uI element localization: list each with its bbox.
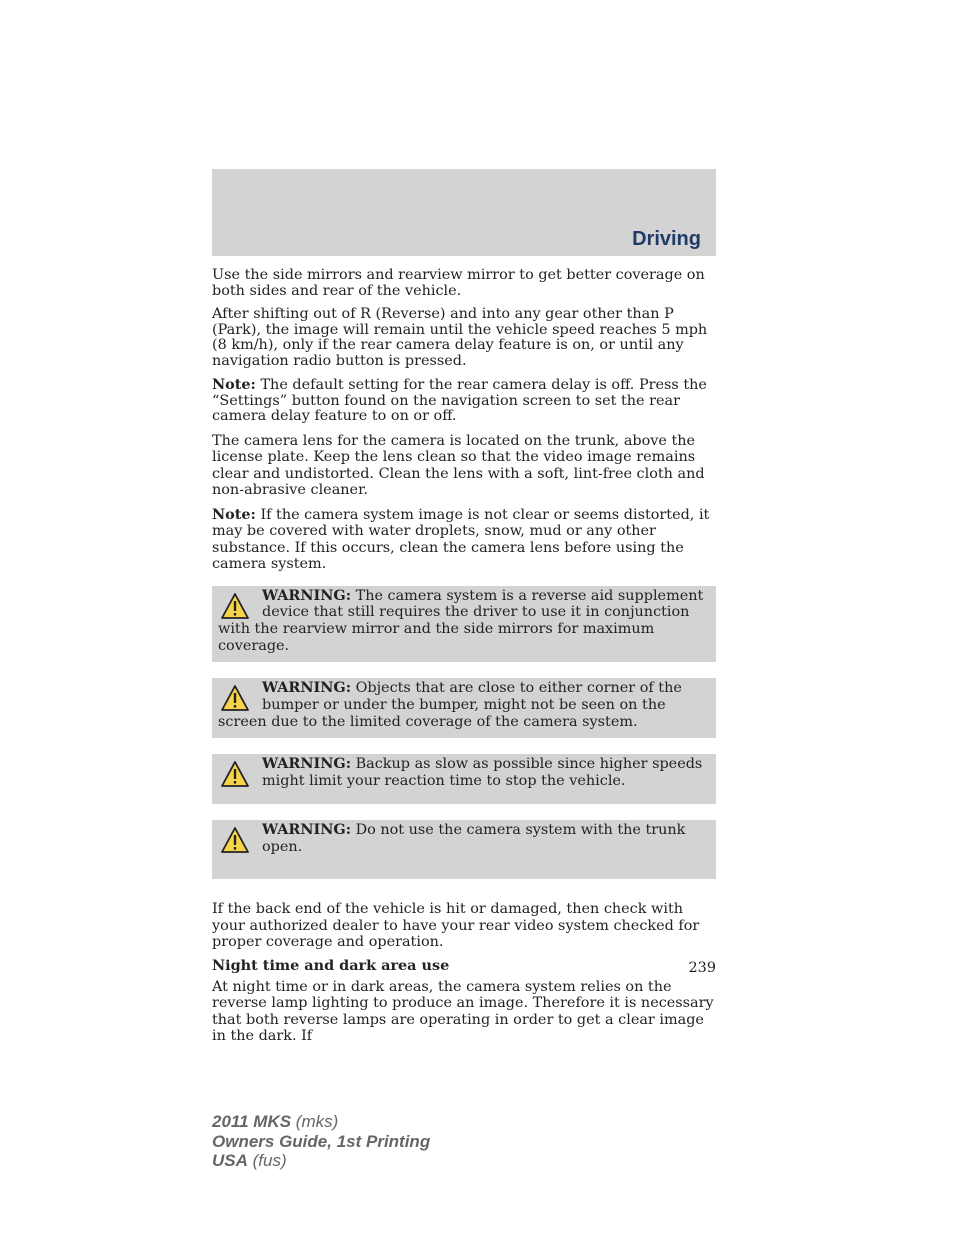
warning-triangle-icon xyxy=(220,826,250,854)
paragraph-shifting: After shifting out of R (Reverse) and into any gear other than P (Park), the image will remain until the vehicle speed reaches 5 mph (8 km/h), only if the rear camera delay feature is on, or until any navigation radio button is pressed. xyxy=(212,306,708,369)
note-text: The default setting for the rear camera delay is off. Press the “Settings” button found on the navigation screen to set the rear camera delay feature to on or off. xyxy=(212,377,707,424)
footer-line-market: USA (fus) xyxy=(212,1151,287,1170)
warning-box xyxy=(212,820,716,879)
warning-text: Objects that are close to either corner of the bumper or under the bumper, might not be seen on the screen due to the limited coverage of the camera system. xyxy=(218,680,682,730)
footer-line-guide: Owners Guide, 1st Printing xyxy=(212,1131,431,1151)
note-label: Note: xyxy=(212,376,256,393)
warning-triangle-icon xyxy=(220,592,250,620)
warning-text: Do not use the camera system with the trunk open. xyxy=(262,821,686,855)
warning-label: WARNING: xyxy=(262,679,352,697)
warning-text: Backup as slow as possible since higher speeds might limit your reaction time to stop the vehicle. xyxy=(262,756,703,790)
note-text: If the camera system image is not clear or seems distorted, it may be covered with water droplets, snow, mud or any other substance. If this occurs, clean the camera lens before using the camera system. xyxy=(212,506,710,572)
warning-box xyxy=(212,754,716,803)
note-camera-image xyxy=(212,507,716,573)
warning-box xyxy=(212,678,716,738)
footer-print-info xyxy=(212,1112,430,1171)
warning-label: WARNING: xyxy=(262,755,352,773)
paragraph-night-time: At night time or in dark areas, the camera system relies on the reverse lamp lighting to produce an image. Therefore it is necessary that both reverse lamps are operating in order to get a clear image in the dark. If xyxy=(212,978,714,1045)
warning-text: The camera system is a reverse aid supplement device that still requires the driver to use it in conjunction with the rearview mirror and the side mirrors for maximum coverage. xyxy=(218,587,704,654)
note-camera-delay xyxy=(212,377,716,425)
warning-label: WARNING: xyxy=(262,820,352,838)
paragraph-damage: If the back end of the vehicle is hit or damaged, then check with your authorized dealer to have your rear video system checked for proper coverage and operation. xyxy=(212,901,700,951)
warning-triangle-icon xyxy=(220,684,250,712)
footer-line-model: 2011 MKS (mks) xyxy=(212,1112,339,1131)
warning-label: WARNING: xyxy=(262,586,352,604)
warning-box xyxy=(212,586,716,663)
page-content xyxy=(212,268,716,1050)
section-header-band xyxy=(212,169,716,256)
section-title: Driving xyxy=(632,228,701,250)
warning-triangle-icon xyxy=(220,760,250,788)
paragraph-camera-lens: The camera lens for the camera is located on the trunk, above the license plate. Keep the lens clean so that the video image remains clear and undistorted. Clean the lens with a soft, lint-free cloth and non-abrasive cleaner. xyxy=(212,432,705,498)
subheading-night-time: Night time and dark area use xyxy=(212,956,450,974)
page-number: 239 xyxy=(688,960,716,976)
paragraph-mirrors: Use the side mirrors and rearview mirror to get better coverage on both sides and rear of the vehicle. xyxy=(212,267,705,299)
note-label: Note: xyxy=(212,505,256,523)
